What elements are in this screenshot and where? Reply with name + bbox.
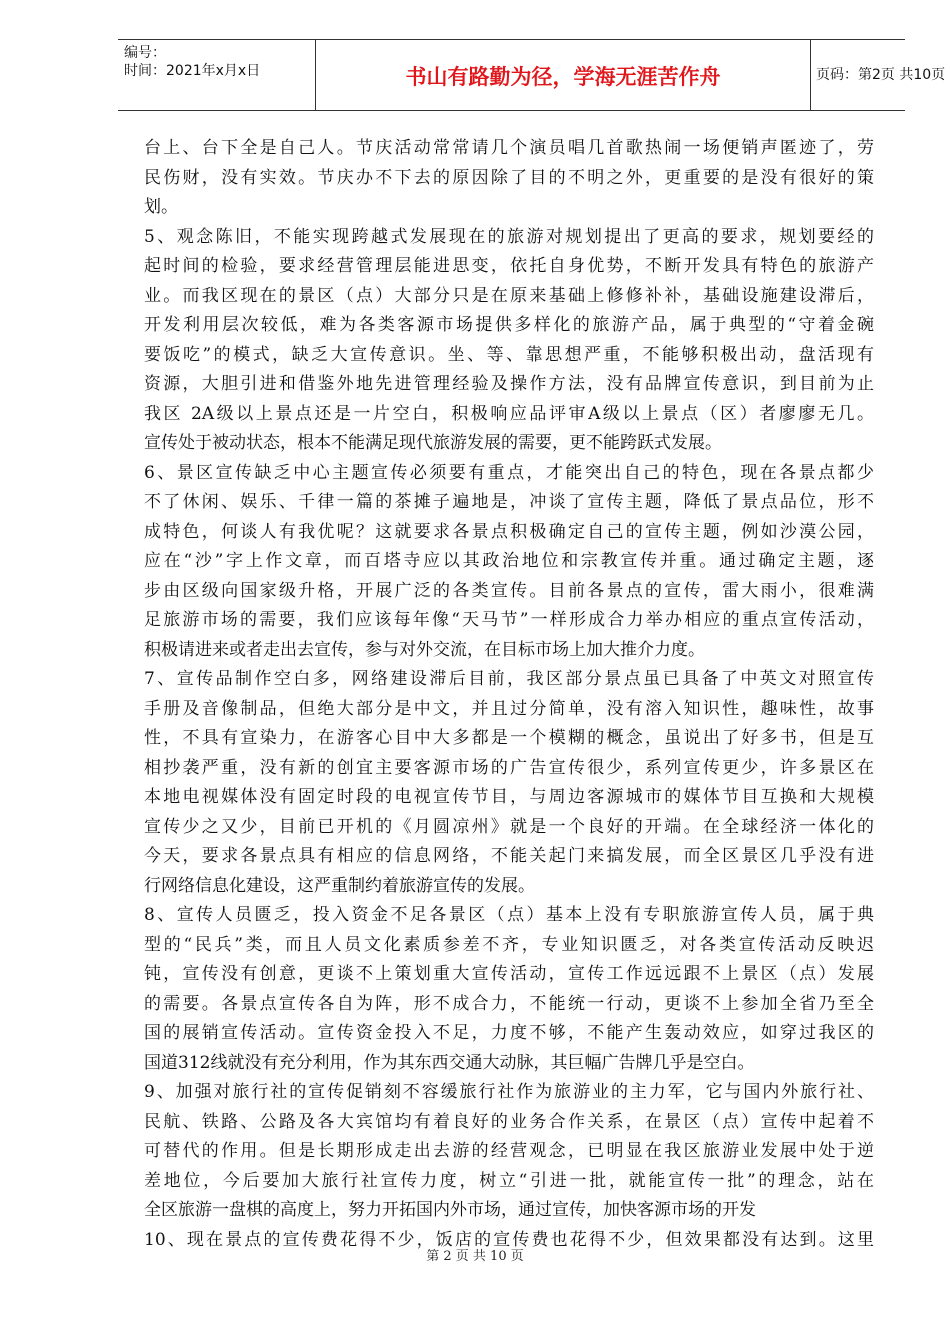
- header-page-cell: [810, 40, 946, 110]
- text-line: 手册及音像制品，但绝大部分是中文，并且过分简单，没有溶入知识性，趣味性，故事: [144, 698, 874, 719]
- text-line: 步由区级向国家级升格，开展广泛的各类宣传。目前各景点的宣传，雷大雨小，很难满: [144, 580, 874, 601]
- text-line: 性，不具有宣染力，在游客心目中大多都是一个模糊的概念，虽说出了好多书，但是互: [144, 728, 874, 748]
- text-line: 不了休闲、娱乐、千律一篇的茶摊子遍地是，冲谈了宣传主题，降低了景点品位，形不: [144, 492, 874, 512]
- text-line: 今天，要求各景点具有相应的信息网络，不能关起门来搞发展，而全区景区几乎没有进: [144, 846, 874, 866]
- text-line: 9、加强对旅行社的宣传促销刻不容缓旅行社作为旅游业的主力军，它与国内外旅行社、: [144, 1082, 874, 1102]
- document-number-label: 编号：: [124, 45, 166, 61]
- text-line: 钝，宣传没有创意，更谈不上策划重大宣传活动，宣传工作远远跟不上景区（点）发展: [144, 964, 874, 984]
- text-line: 国的展销宣传活动。宣传资金投入不足，力度不够，不能产生轰动效应，如穿过我区的: [144, 1023, 874, 1043]
- text-line: 相抄袭严重，没有新的创宜主要客源市场的广告宣传很少，系列宣传更少，许多景区在: [144, 757, 874, 778]
- document-time-label: 时间：2021年x月x日: [124, 63, 261, 79]
- header-page-info: 页码：第2页 共10页: [816, 67, 946, 83]
- text-line: 民航、铁路、公路及各大宾馆均有着良好的业务合作关系，在景区（点）宣传中起着不: [144, 1111, 874, 1132]
- text-line: 国道312线就没有充分利用，作为其东西交通大动脉，其巨幅广告牌几乎是空白。: [144, 1052, 755, 1073]
- text-line: 6、景区宣传缺乏中心主题宣传必须要有重点，才能突出自己的特色，现在各景点都少: [144, 462, 874, 483]
- text-line: 本地电视媒体没有固定时段的电视宣传节目，与周边客源城市的媒体节目互换和大规模: [144, 787, 874, 807]
- header-meta-cell: [118, 40, 315, 110]
- text-line: 业。而我区现在的景区（点）大部分只是在原来基础上修修补补，基础设施建设滞后，: [144, 285, 874, 306]
- text-line: 5、观念陈旧，不能实现跨越式发展现在的旅游对规划提出了更高的要求，规划要经的: [144, 226, 874, 247]
- text-line: 民伤财，没有实效。节庆办不下去的原因除了目的不明之外，更重要的是没有很好的策: [144, 167, 874, 188]
- text-line: 开发利用层次较低，难为各类客源市场提供多样化的旅游产品，属于典型的“守着金碗: [144, 315, 874, 335]
- header-motto: 书山有路勤为径，学海无涯苦作舟: [405, 65, 721, 89]
- page-footer: 第 2 页 共 10 页: [426, 1249, 524, 1264]
- text-line: 成特色，何谈人有我优呢？这就要求各景点积极确定自己的宣传主题，例如沙漠公园，: [144, 521, 874, 542]
- document-body: [144, 134, 874, 1255]
- text-line: 的需要。各景点宣传各自为阵，形不成合力，不能统一行动，更谈不上参加全省乃至全: [144, 993, 874, 1014]
- text-line: 起时间的检验，要求经营管理层能进思变，依托自身优势，不断开发具有特色的旅游产: [144, 256, 874, 276]
- text-line: 积极请进来或者走出去宣传，参与对外交流，在目标市场上加大推介力度。: [144, 639, 705, 660]
- text-line: 划。: [144, 197, 178, 217]
- text-line: 全区旅游一盘棋的高度上，努力开拓国内外市场，通过宣传，加快客源市场的开发: [144, 1200, 756, 1220]
- text-line: 宣传处于被动状态，根本不能满足现代旅游发展的需要，更不能跨跃式发展。: [144, 433, 722, 453]
- text-line: 7、宣传品制作空白多，网络建设滞后目前，我区部分景点虽已具备了中英文对照宣传: [144, 669, 874, 689]
- header-motto-cell: [315, 40, 811, 110]
- text-line: 足旅游市场的需要，我们应该每年像“天马节”一样形成合力举办相应的重点宣传活动，: [144, 610, 874, 630]
- text-line: 行网络信息化建设，这严重制约着旅游宣传的发展。: [144, 875, 535, 896]
- header-table: [118, 39, 946, 111]
- text-line: 资源，大胆引进和借鉴外地先进管理经验及操作方法，没有品牌宣传意识，到目前为止: [144, 374, 874, 394]
- text-line: 可替代的作用。但是长期形成走出去游的经营观念，已明显在我区旅游业发展中处于逆: [144, 1141, 874, 1161]
- text-line: 差地位，今后要加大旅行社宣传力度，树立“引进一批，就能宣传一批”的理念，站在: [144, 1170, 874, 1191]
- text-line: 应在“沙”字上作文章，而百塔寺应以其政治地位和宗教宣传并重。通过确定主题，逐: [144, 551, 874, 571]
- text-line: 8、宣传人员匮乏，投入资金不足各景区（点）基本上没有专职旅游宣传人员，属于典: [144, 905, 874, 925]
- text-line: 要饭吃”的模式，缺乏大宣传意识。坐、等、靠思想严重，不能够积极出动，盘活现有: [144, 344, 874, 365]
- text-line: 我区 2A级以上景点还是一片空白，积极响应品评审A级以上景点（区）者廖廖无几。: [144, 403, 874, 424]
- text-line: 型的“民兵”类，而且人员文化素质参差不齐，专业知识匮乏，对各类宣传活动反映迟: [144, 934, 874, 955]
- text-line: 台上、台下全是自己人。节庆活动常常请几个演员唱几首歌热闹一场便销声匿迹了，劳: [144, 138, 874, 158]
- text-line: 宣传少之又少，目前已开机的《月圆凉州》就是一个良好的开端。在全球经济一体化的: [144, 816, 874, 837]
- text-line: 10、现在景点的宣传费花得不少，饭店的宣传费也花得不少，但效果都没有达到。这里: [144, 1229, 874, 1250]
